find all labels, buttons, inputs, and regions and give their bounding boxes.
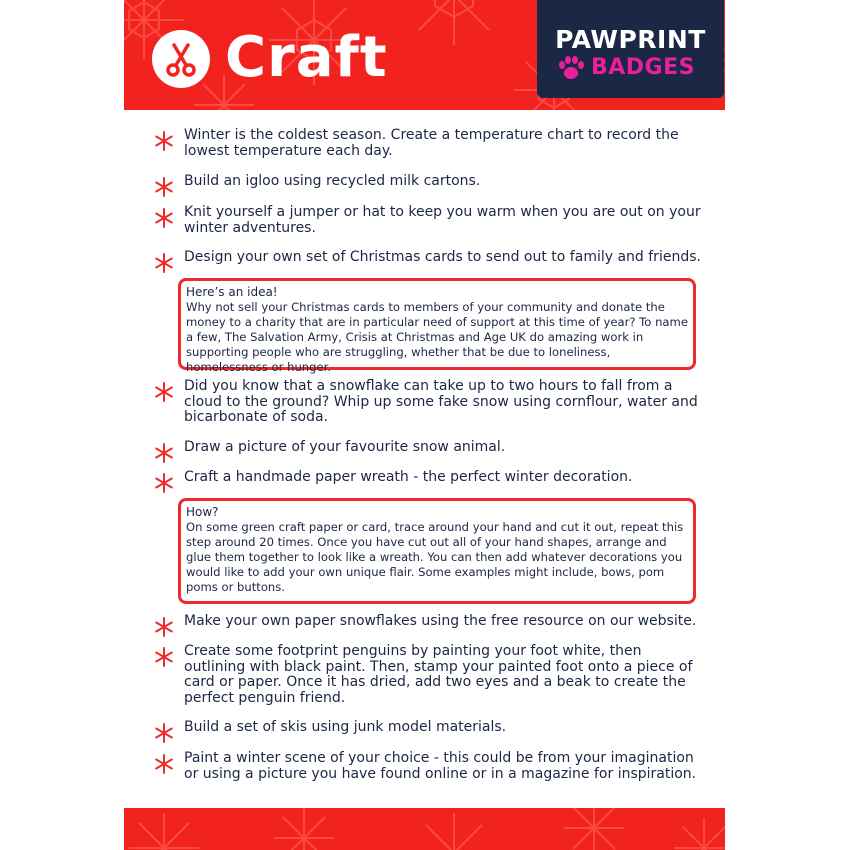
item-text: Build an igloo using recycled milk cartons.: [184, 173, 481, 189]
item-text: Craft a handmade paper wreath - the perfect winter decoration.: [184, 469, 633, 485]
item-text: Did you know that a snowflake can take up to two hours to fall from a cloud to the ground? Whip up some fake snow using cornflour, water and bicarbonate of soda.: [184, 378, 698, 425]
pawprint-icon: [557, 55, 585, 81]
snowflake-bullet-icon: [154, 723, 174, 743]
pawprint-badges-logo: [537, 0, 724, 98]
item-text: Draw a picture of your favourite snow animal.: [184, 439, 506, 455]
logo-line-1: PAWPRINT: [555, 25, 706, 54]
scissors-icon: [152, 30, 210, 88]
snowflake-bullet-icon: [154, 177, 174, 197]
callout-title: Here’s an idea!: [186, 285, 278, 299]
snowflake-pattern: [124, 808, 725, 850]
footer-banner: [124, 808, 725, 850]
page-title: Craft: [225, 25, 388, 90]
item-text: Knit yourself a jumper or hat to keep you warm when you are out on your winter adventures.: [184, 204, 701, 236]
item-text: Winter is the coldest season. Create a temperature chart to record the lowest temperature each day.: [184, 127, 679, 159]
snowflake-bullet-icon: [154, 754, 174, 774]
snowflake-bullet-icon: [154, 617, 174, 637]
snowflake-bullet-icon: [154, 473, 174, 493]
logo-line-2-wrap: [557, 54, 707, 82]
item-text: Make your own paper snowflakes using the free resource on our website.: [184, 613, 697, 629]
snowflake-bullet-icon: [154, 443, 174, 463]
snowflake-bullet-icon: [154, 382, 174, 402]
item-text: Paint a winter scene of your choice - this could be from your imagination or using a picture you have found online or in a magazine for inspiration.: [184, 750, 697, 782]
item-text: Design your own set of Christmas cards to send out to family and friends.: [184, 249, 701, 265]
item-text: Create some footprint penguins by painting your foot white, then outlining with black paint. Then, stamp your painted foot onto a piece of card or paper. Once it has dried, add two eyes and a beak to create the perfect penguin friend.: [184, 643, 693, 706]
callout-body: Why not sell your Christmas cards to members of your community and donate the money to a charity that are in particular need of support at this time of year? To name a few, The Salvation Army, Crisis at Christmas and Age UK do amazing work in supporting people who are struggling, whether that be due to loneliness, homelessness or hunger.: [186, 300, 688, 374]
snowflake-bullet-icon: [154, 131, 174, 151]
snowflake-bullet-icon: [154, 208, 174, 228]
snowflake-bullet-icon: [154, 253, 174, 273]
callout-body: On some green craft paper or card, trace around your hand and cut it out, repeat this step around 20 times. Once you have cut out all of your hand shapes, arrange and glue them together to look like a wreath. You can then add whatever decorations you would like to add your own unique flair. Some examples might include, bows, pom poms or buttons.: [186, 520, 684, 594]
snowflake-bullet-icon: [154, 647, 174, 667]
activity-sheet: [124, 0, 725, 850]
callout-title: How?: [186, 505, 219, 519]
header-banner: [124, 0, 725, 110]
logo-line-2: BADGES: [591, 55, 695, 80]
idea-callout: [178, 278, 696, 374]
how-callout: [178, 498, 696, 604]
item-text: Build a set of skis using junk model materials.: [184, 719, 507, 735]
